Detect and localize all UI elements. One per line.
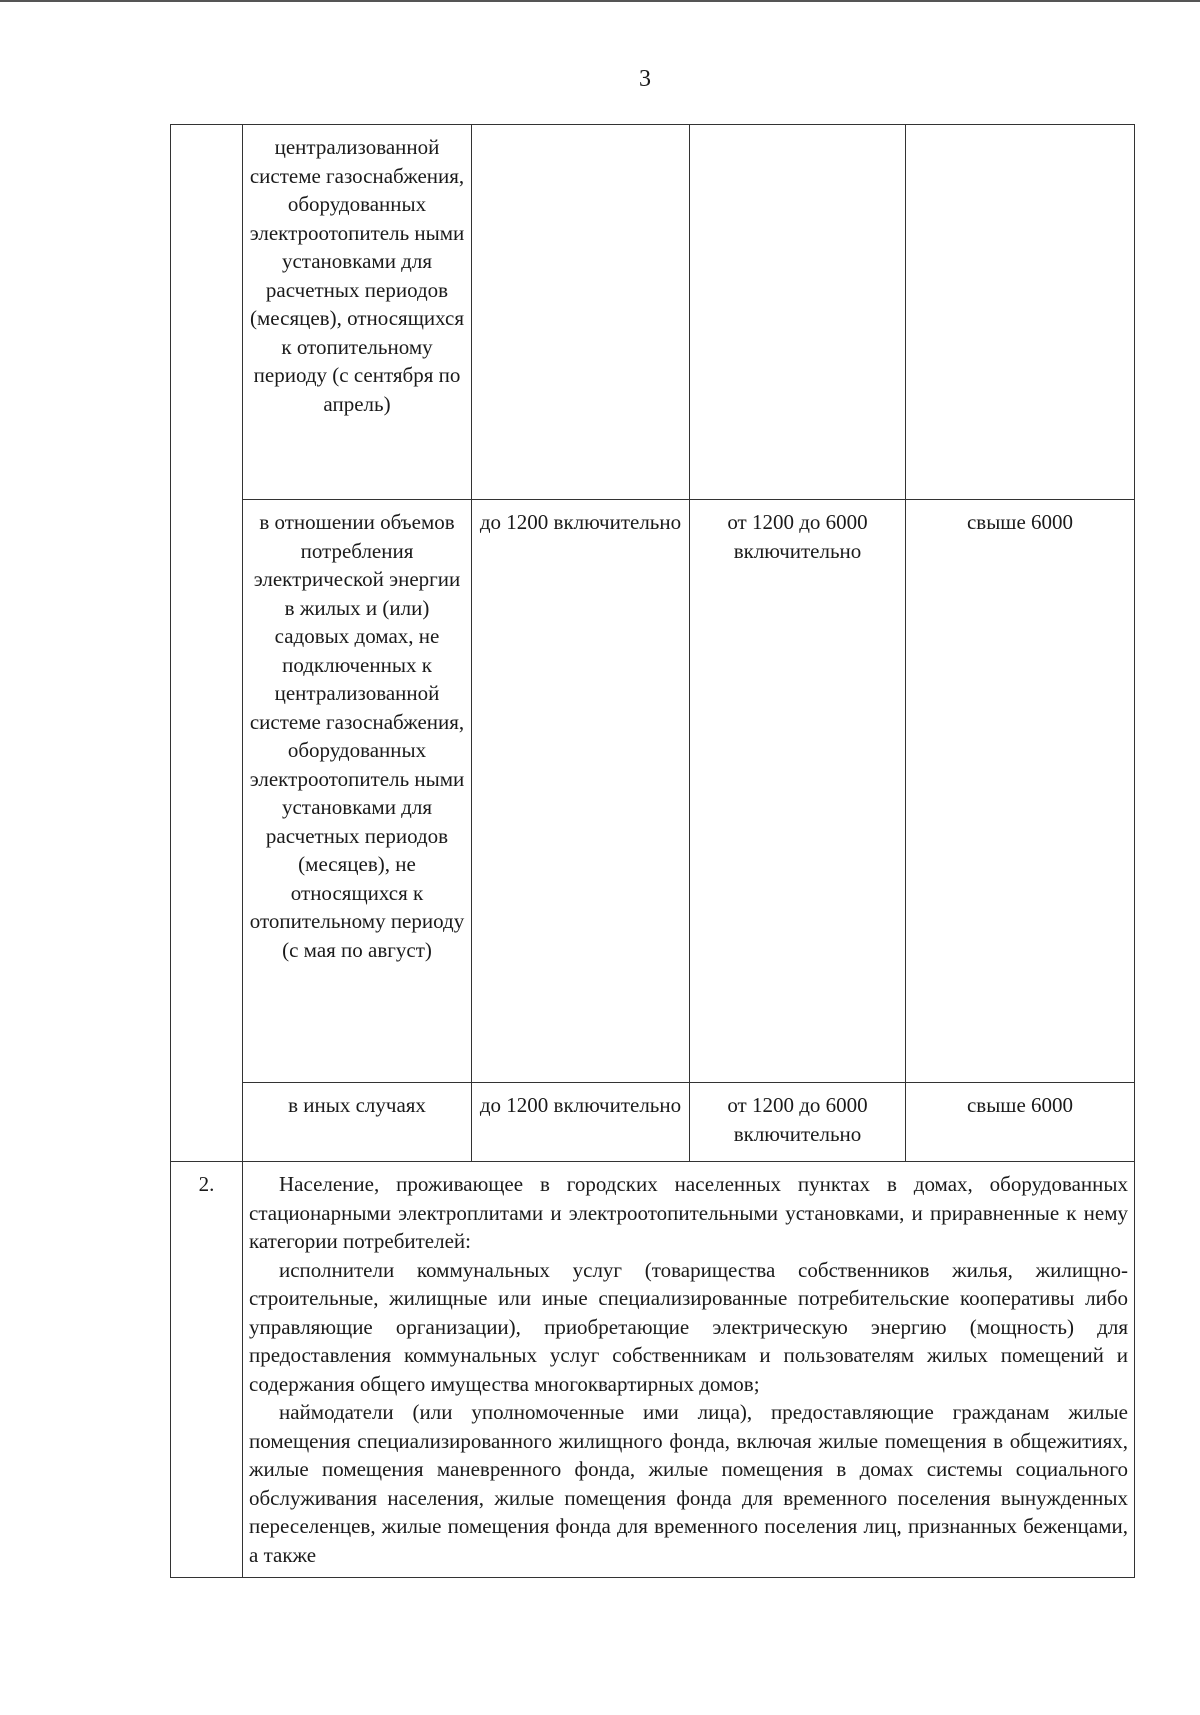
- volume-low: до 1200 включительно: [479, 1093, 682, 1117]
- section-number: 2.: [198, 1172, 215, 1196]
- volume-low-cell: [472, 125, 690, 500]
- volume-high: свыше 6000: [966, 1093, 1074, 1117]
- section-paragraph: наймодатели (или уполномоченные ими лица), предоставляющие гражданам жилые помещения специализированного жилищного фонда, включая жилые помещения в общежитиях, жилые помещения маневренного фонда, жилые помещения в домах системы социального обслуживания населения, жилые помещения фонда для временного поселения вынужденных переселенцев, жилые помещения фонда для временного поселения лиц, признанных беженцами, а также: [249, 1400, 1128, 1567]
- volume-mid-cell: [690, 500, 906, 1083]
- table-row: [171, 500, 1135, 1083]
- volume-high: свыше 6000: [966, 510, 1074, 534]
- volume-low: до 1200 включительно: [479, 510, 682, 534]
- volume-low-cell: [472, 1083, 690, 1162]
- row-description-cell: [243, 1083, 472, 1162]
- table-row: [171, 1083, 1135, 1162]
- row-description: в отношении объемов потребления электрической энергии в жилых и (или) садовых домах, не подключенных к централизованной системе газоснабжения, оборудованных электроотопитель ными установками для расчетных периодов (месяцев), не относящихся к отопительному периоду (с мая по август): [249, 510, 465, 962]
- volume-mid: от 1200 до 6000 включительно: [727, 510, 868, 563]
- section-paragraph: Население, проживающее в городских населенных пунктах в домах, оборудованных стационарными электроплитами и электроотопительными установками, и приравненные к нему категории потребителей:: [249, 1172, 1128, 1253]
- section-text-cell: [243, 1162, 1135, 1578]
- page-number: 3: [639, 66, 651, 92]
- volume-mid: от 1200 до 6000 включительно: [727, 1093, 868, 1146]
- row-description-cell: [243, 500, 472, 1083]
- row-description: в иных случаях: [288, 1093, 426, 1117]
- section-paragraph: исполнители коммунальных услуг (товарищества собственников жилья, жилищно-строительные, жилищные или иные специализированные потребительские кооперативы либо управляющие организации), приобретающие электрическую энергию (мощность) для предоставления коммунальных услуг собственникам и пользователям жилых помещений и содержания общего имущества многоквартирных домов;: [249, 1257, 1128, 1396]
- volume-mid-cell: [690, 125, 906, 500]
- row-description-cell: [243, 125, 472, 500]
- tariff-table: [170, 124, 1135, 1578]
- table-row: [171, 125, 1135, 500]
- row-description: централизованной системе газоснабжения, оборудованных электроотопитель ными установками для расчетных периодов (месяцев), относящихся к отопительному периоду (с сентября по апрель): [249, 135, 465, 416]
- section-number-cell: [171, 1162, 243, 1578]
- table-row-section-2: [171, 1162, 1135, 1578]
- top-border-line: [0, 0, 1200, 2]
- volume-mid-cell: [690, 1083, 906, 1162]
- volume-high-cell: [906, 125, 1135, 500]
- volume-high-cell: [906, 1083, 1135, 1162]
- row-number-cell: [171, 125, 243, 1162]
- volume-low-cell: [472, 500, 690, 1083]
- volume-high-cell: [906, 500, 1135, 1083]
